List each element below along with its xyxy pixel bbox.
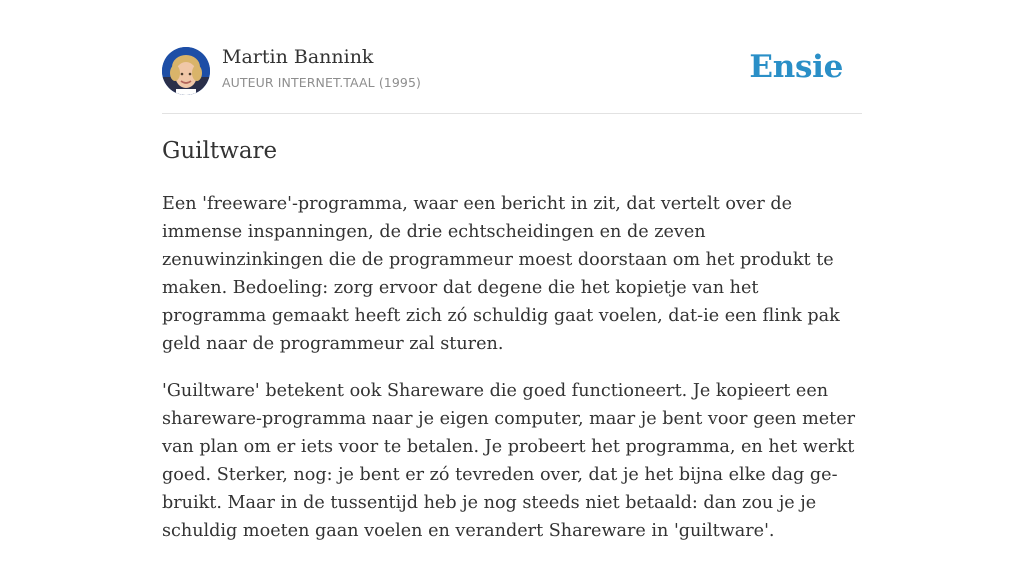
article-paragraph: 'Guiltware' betekent ook Shareware die goed functioneert. Je kopieert een shareware-programma naar je eigen computer, maar je bent voor geen meter van plan om er iets voor te betalen. Je probeert het programma, en het werkt goed. Sterker, nog: je bent er zó tevreden over, dat je het bijna elke dag ge-bruikt. Maar in de tussentijd heb je nog steeds niet betaald: dan zou je je schuldig moeten gaan voelen en verandert Shareware in 'guiltware'. — [162, 381, 856, 541]
author-meta: AUTEUR INTERNET.TAAL (1995) — [222, 75, 421, 90]
avatar[interactable] — [162, 47, 210, 95]
page-content — [162, 0, 862, 541]
author-portrait-icon — [162, 47, 210, 95]
article-title: Guiltware — [162, 138, 278, 164]
author-header — [162, 0, 862, 114]
article-paragraph: Een 'freeware'-programma, waar een bericht in zit, dat vertelt over de immense inspanningen, de drie echtscheidingen en de zeven zenuwinzinkingen die de programmeur moest doorstaan om het produkt te maken. Bedoeling: zorg ervoor dat degene die het kopietje van het programma gemaakt heeft zich zó schuldig gaat voelen, dat-ie een flink pak geld naar de programmeur zal sturen. — [162, 194, 840, 354]
article-body — [162, 190, 864, 564]
author-name[interactable]: Martin Bannink — [222, 46, 374, 68]
brand-logo[interactable]: Ensie — [749, 49, 843, 85]
